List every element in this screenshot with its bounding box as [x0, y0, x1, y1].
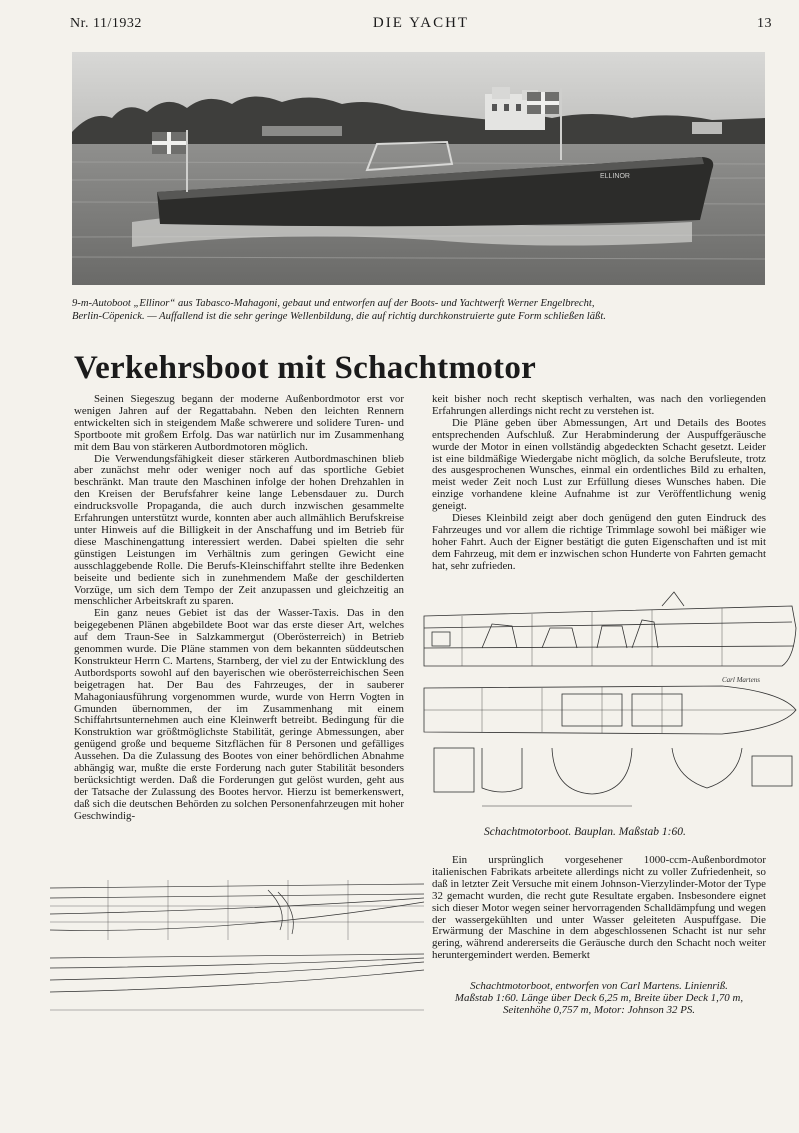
paragraph: Die Pläne geben über Abmessungen, Art und Details des Bootes entsprechenden Aufschluß. Zur Herabminderung der Auspuffgeräusche wurde der Motor in einen vollständig abgedeckten Schacht gesetzt. Leider ist eine bildmäßige Wiedergabe nicht möglich, da solche Berufsleute, trotz des ausgesprochenen Wunsches, einmal ein ordentliches Bild zu erhalten, meist weder Zeit noch Lust zur Erfüllung dieses Wunsches haben. Die einzige vorhandene kleine Aufnahme ist zur Veröffentlichung wenig geneigt.: [432, 416, 766, 513]
caption-line: Schachtmotorboot, entworfen von Carl Martens. Linienriß.: [470, 980, 728, 992]
right-column-top: [432, 394, 766, 573]
article-headline: Verkehrsboot mit Schachtmotor: [74, 350, 537, 386]
caption-line: Maßstab 1:60. Länge über Deck 6,25 m, Breite über Deck 1,70 m,: [454, 992, 744, 1004]
construction-plan-drawing: [422, 588, 798, 816]
page-header: [70, 14, 772, 36]
plan-signature: Carl Martens: [722, 676, 760, 684]
caption-line: Berlin-Cöpenick. — Auffallend ist die sehr geringe Wellenbildung, die auf richtig durchkonstruierte gute Form schließen läßt.: [72, 310, 606, 322]
magazine-title: DIE YACHT: [372, 15, 470, 31]
plan-caption: Schachtmotorboot. Bauplan. Maßstab 1:60.: [484, 826, 686, 838]
right-column-bottom: [432, 855, 766, 962]
caption-line: 9-m-Autoboot „Ellinor“ aus Tabasco-Mahagoni, gebaut und entworfen auf der Boots- und Yachtwerft Werner Engelbrecht,: [72, 298, 595, 309]
paragraph: Ein ursprünglich vorgesehener 1000-ccm-Außenbordmotor italienischen Fabrikats arbeitete allerdings nicht zu voller Zufriedenheit, so daß in letzter Zeit Versuche mit einem Johnson-Vierzylinder-Motor der Type 32 gemacht wurden, die recht gute Resultate ergaben. Insbesondere eignet sich dieser Motor wegen seiner hervorragenden Schalldämpfung und wegen der wassergekühlten und unter Wasser geleiteten Auspuffgase. Die Erwärmung der Maschine in dem abgeschlossenen Schacht ist nur sehr gering, während andererseits die Geräusche durch den Schacht noch weiter heruntergemindert werden. Bemerkt: [432, 854, 766, 962]
caption-line: Seitenhöhe 0,757 m, Motor: Johnson 32 PS.: [502, 1004, 696, 1016]
paragraph: Dieses Kleinbild zeigt aber doch genügend den guten Eindruck des Fahrzeuges und vor allem die richtige Trimmlage sowohl bei mäßiger wie hoher Fahrt. Auch der Eigner bestätigt die guten Eigenschaften und ist mit dem Fahrzeug, mit dem er inzwischen schon Hunderte von Fahrten gemacht hat, sehr zufrieden.: [432, 512, 766, 572]
paragraph: Ein ganz neues Gebiet ist das der Wasser-Taxis. Das in den beigegebenen Plänen abgebildete Boot war das erste dieser Art, welches auf dem Traun-See in Salzkammergut (Oberösterreich) in Betrieb genommen wurde. Die Pläne stammen von dem bekannten süddeutschen Konstrukteur Herrn C. Martens, Starnberg, der viel zu der Entwicklung des Autbordsports sowohl auf den bayerischen wie oberösterreichischen Seen beigetragen hat. Der Bau des Fahrzeuges, der in sauberer Mahagoniausführung vorgenommen wurde, wurde von Herrn Vogten in Gmunden übernommen, der im Zusammenhang mit einem Schiffahrtsunternehmen auch eine Kleinwerft betreibt. Bedingung für die Konstruktion war größtmöglichste Stabilität, geringe Abmessungen, aber genügend große und bequeme Sitzflächen für 8 Personen und gefälliges Aussehen. Da die Zulassung des Bootes von einer behördlichen Abnahme abhängig war, mußte die erste Forderung nach guter Stabilität besonders berücksichtigt werden. Daß die Forderungen gut gelöst wurden, geht aus der Tatsache der Zulassung des Bootes hervor. Hierzu ist bemerkenswert, daß sich die deutschen Behörden zu solchen Personenfahrzeugen mit hoher Geschwindig-: [74, 607, 404, 822]
lines-plan-caption: [432, 980, 766, 1016]
issue-number: Nr. 11/1932: [70, 16, 142, 31]
paragraph: Seinen Siegeszug begann der moderne Außenbordmotor erst vor wenigen Jahren auf der Regattabahn. Neben den leichten Rennern entwickelten sich in steigendem Maße schwerere und solidere Turen- und Sportboote mit großem Erfolg. Das war natürlich nur im Zusammenhang mit dem Bau von stärkeren Autbordmotoren möglich.: [74, 393, 404, 453]
hull-name: ELLINOR: [600, 173, 630, 180]
photo-caption: [72, 298, 765, 323]
page-number: 13: [757, 16, 772, 31]
boat-photo: [72, 52, 765, 285]
lines-plan-drawing: [48, 850, 428, 1015]
paragraph: keit bisher noch recht skeptisch verhalten, was nach den vorliegenden Erfahrungen allerdings nicht recht zu verstehen ist.: [432, 393, 766, 417]
paragraph: Die Verwendungsfähigkeit dieser stärkeren Autbordmaschinen blieb aber zunächst mehr oder weniger noch auf das sportliche Gebiet beschränkt. Man traute den Maschinen infolge der hohen Drehzahlen in den Kreisen der Berufsfahrer keine lange Lebensdauer zu. Durch eindrucksvolle Propaganda, die auch durch inzwischen gesammelte Erfahrungen unterstützt wurde, konnten aber auch allmählich Berufskreise unter Hinweis auf die Billigkeit in der Anschaffung und im Betrieb für diese Maschinengattung interessiert werden. Dabei spielten die sehr günstigen Leistungen im Verhältnis zum geringen Gewicht eine ausschlaggebende Rolle. Die Berufs-Kleinschiffahrt stellte ihre Bedenken beiseite und bediente sich in zunehmendem Maße der geschilderten Vorzüge, um sich dem Tempo der Zeit anzupassen und gleichzeitig an menschlicher Arbeitskraft zu sparen.: [74, 452, 404, 608]
left-column: [74, 394, 404, 823]
